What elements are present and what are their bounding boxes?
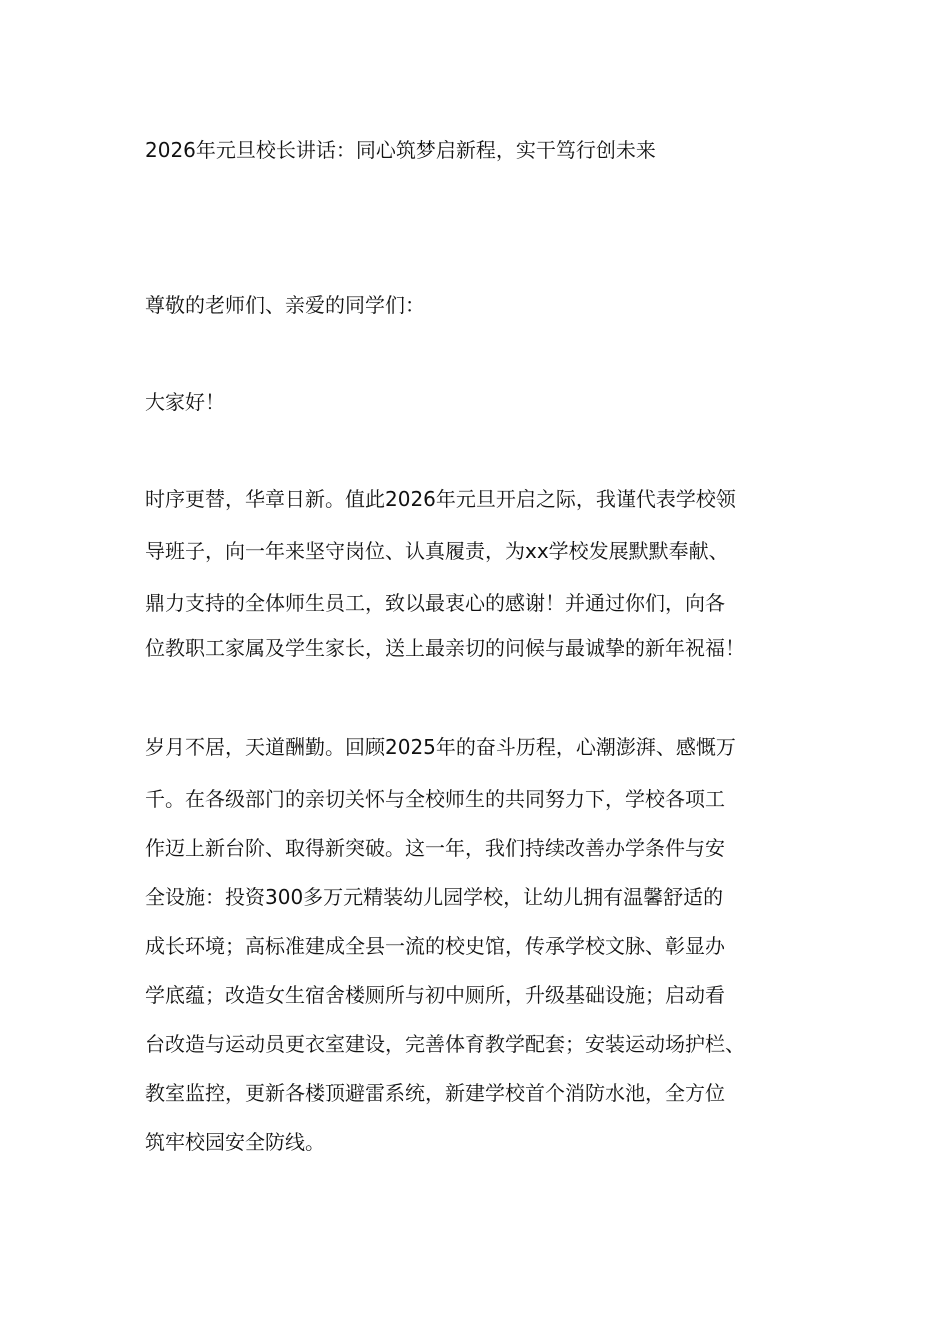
paragraph-2-line-7: 台改造与运动员更衣室建设，完善体育教学配套；安装运动场护栏、 xyxy=(145,1032,745,1056)
paragraph-1-line-2: 导班子，向一年来坚守岗位、认真履责，为xx学校发展默默奉献、 xyxy=(145,539,729,563)
paragraph-2-line-9: 筑牢校园安全防线。 xyxy=(145,1130,325,1154)
document-title: 2026年元旦校长讲话：同心筑梦启新程，实干笃行创未来 xyxy=(145,138,656,162)
paragraph-2-line-4: 全设施：投资300多万元精装幼儿园学校，让幼儿拥有温馨舒适的 xyxy=(145,885,724,909)
paragraph-2-line-2: 千。在各级部门的亲切关怀与全校师生的共同努力下，学校各项工 xyxy=(145,787,725,811)
paragraph-2-line-5: 成长环境；高标准建成全县一流的校史馆，传承学校文脉、彰显办 xyxy=(145,934,725,958)
paragraph-2-line-8: 教室监控，更新各楼顶避雷系统，新建学校首个消防水池，全方位 xyxy=(145,1081,725,1105)
paragraph-2-line-1: 岁月不居，天道酬勤。回顾2025年的奋斗历程，心潮澎湃、感慨万 xyxy=(145,735,736,759)
paragraph-1-line-4: 位教职工家属及学生家长，送上最亲切的问候与最诚挚的新年祝福！ xyxy=(145,636,745,660)
paragraph-1-line-3: 鼎力支持的全体师生员工，致以最衷心的感谢！并通过你们，向各 xyxy=(145,591,725,615)
greeting: 大家好！ xyxy=(145,390,225,414)
salutation: 尊敬的老师们、亲爱的同学们： xyxy=(145,293,425,317)
paragraph-1-line-1: 时序更替，华章日新。值此2026年元旦开启之际，我谨代表学校领 xyxy=(145,487,736,511)
paragraph-2-line-3: 作迈上新台阶、取得新突破。这一年，我们持续改善办学条件与安 xyxy=(145,836,725,860)
paragraph-2-line-6: 学底蕴；改造女生宿舍楼厕所与初中厕所，升级基础设施；启动看 xyxy=(145,983,725,1007)
